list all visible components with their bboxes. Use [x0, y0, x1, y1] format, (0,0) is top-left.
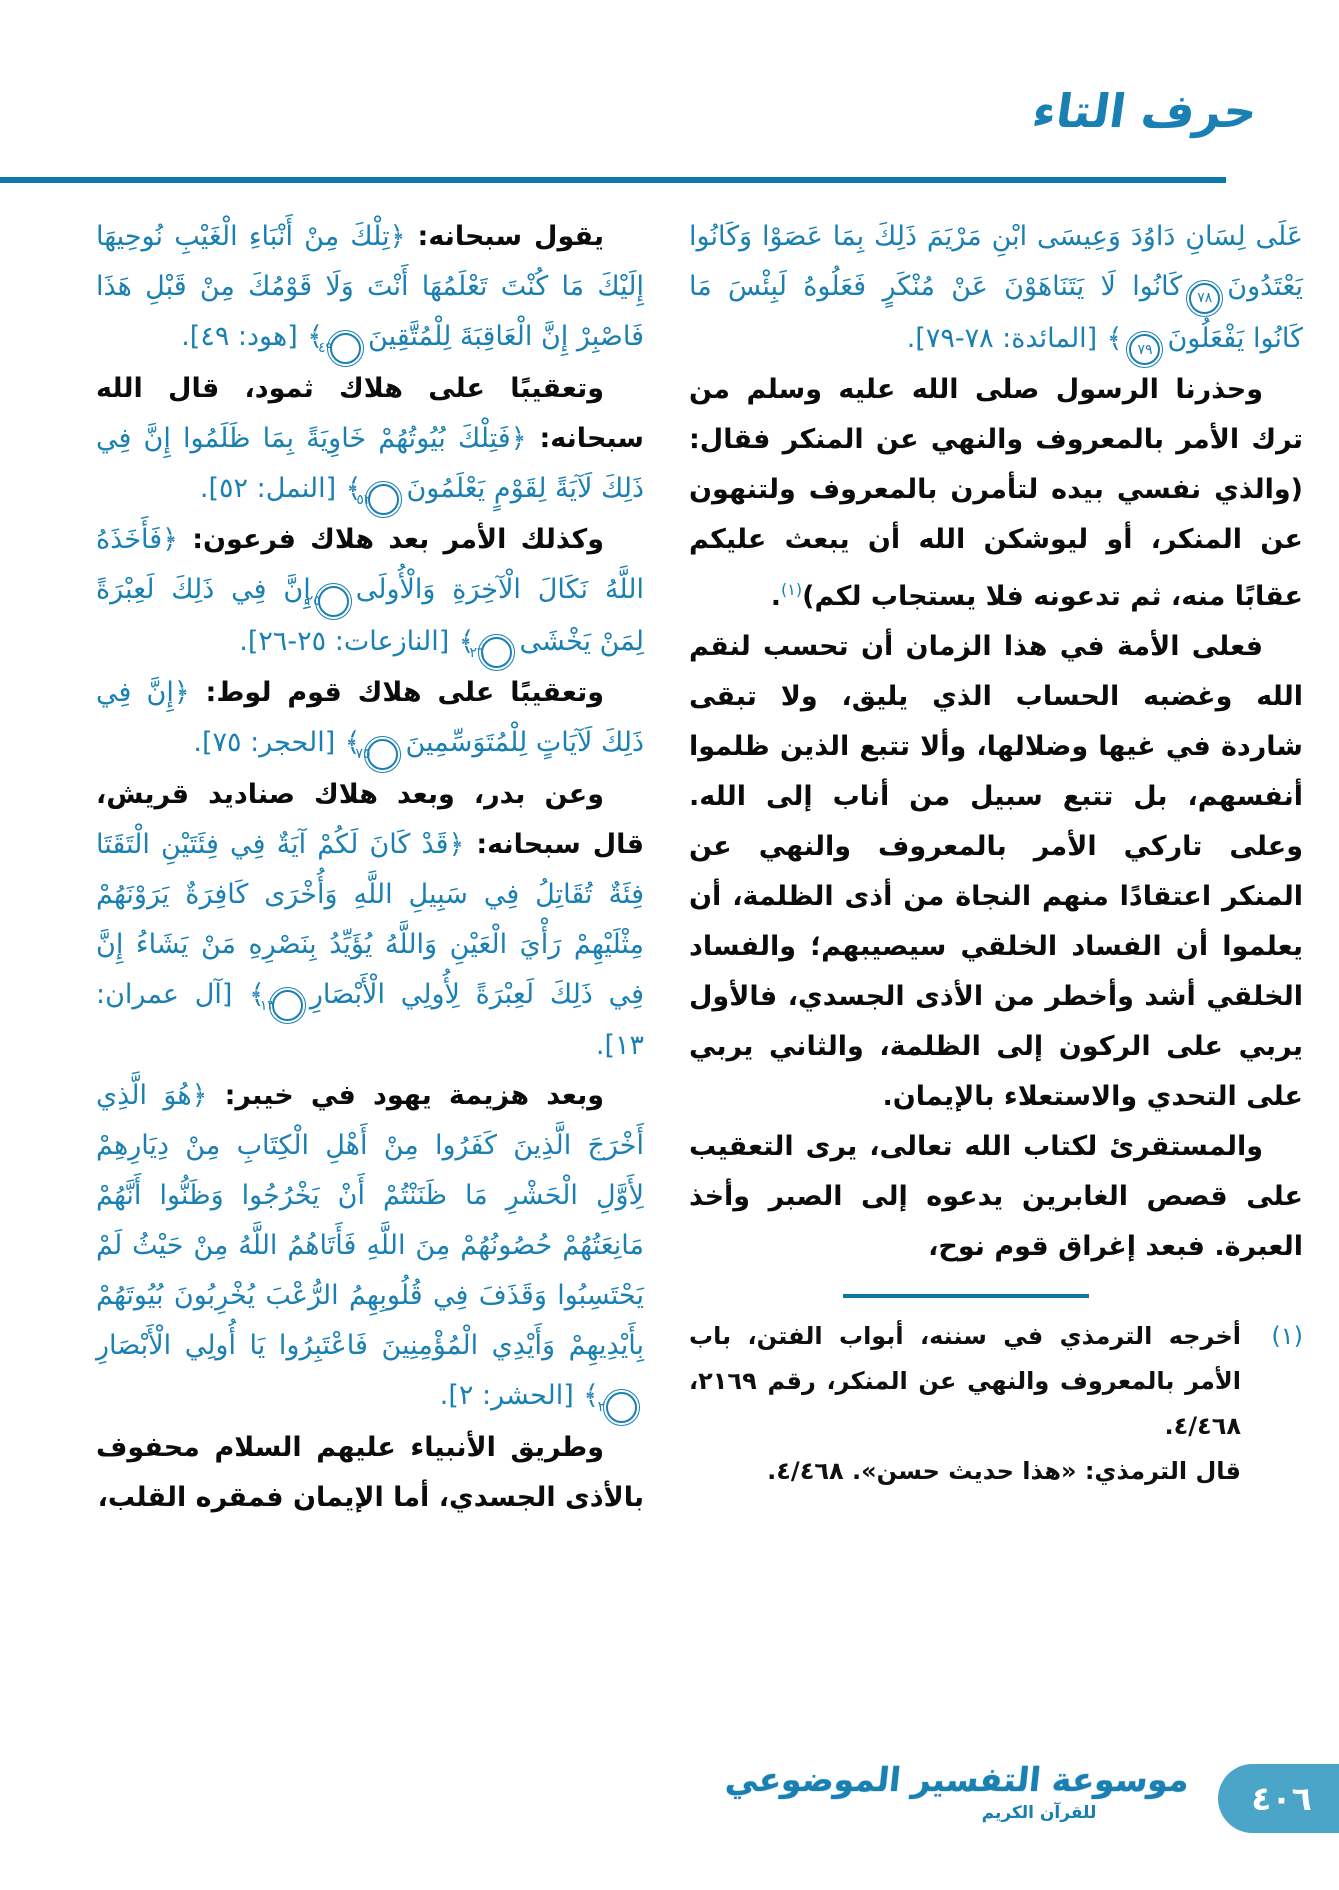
quran-text: ﴿فَأَخَذَهُ اللَّهُ نَكَالَ الْآخِرَةِ وَالْأُولَى — [96, 524, 644, 605]
verse-citation: [النازعات: ٢٥-٢٦]. — [239, 625, 450, 657]
quran-text: إِنَّ فِي ذَلِكَ لَعِبْرَةً لِمَنْ يَخْشَى — [96, 574, 644, 657]
quran-close-ornament: ﴾ — [344, 727, 361, 758]
verse-number-badge: ١٣ — [272, 990, 303, 1021]
body-text: وتعقيبًا على هلاك قوم لوط: — [189, 677, 604, 708]
chapter-title: حرف التاء — [1029, 84, 1261, 138]
left-column — [96, 212, 644, 1523]
body-text: وعن بدر، وبعد هلاك صناديد قريش، قال سبحانه: — [96, 778, 645, 860]
verse-number-badge: ٢٦ — [481, 637, 512, 668]
quran-text: ﴿تِلْكَ مِنْ أَنْبَاءِ الْغَيْبِ نُوحِيهَا إِلَيْكَ مَا كُنْتَ تَعْلَمُهَا أَنْتَ وَلَا قَوْمُكَ مِنْ قَبْلِ هَذَا فَاصْبِرْ إِنَّ الْعَاقِبَةَ لِلْمُتَّقِينَ — [96, 221, 644, 352]
quran-close-ornament: ﴾ — [249, 978, 265, 1010]
footnote — [689, 1449, 1303, 1494]
quran-text: ﴿قَدْ كَانَ لَكُمْ آيَةٌ فِي فِئَتَيْنِ الْتَقَتَا فِئَةٌ تُقَاتِلُ فِي سَبِيلِ اللَّهِ وَأُخْرَى كَافِرَةٌ يَرَوْنَهُمْ مِثْلَيْهِمْ رَأْيَ الْعَيْنِ وَاللَّهُ يُؤَيِّدُ بِنَصْرِهِ مَنْ يَشَاءُ إِنَّ فِي ذَلِكَ لَعِبْرَةً لِأُولِي الْأَبْصَارِ — [96, 828, 644, 1010]
verse-number-badge: ٧٨ — [1189, 283, 1220, 314]
body-text: يقول سبحانه: — [405, 221, 604, 252]
quran-close-ornament: ﴾ — [1106, 322, 1123, 354]
verse-citation: [الحجر: ٧٥]. — [193, 727, 336, 758]
body-text: وكذلك الأمر بعد هلاك فرعون: — [177, 524, 604, 555]
body-text: وحذرنا الرسول صلى الله عليه وسلم من ترك الأمر بالمعروف والنهي عن المنكر فقال: (والذي نفسي بيده لتأمرن بالمعروف ولتنهون عن المنكر، أو ليوشكن الله أن يبعث عليكم عقابًا منه، ثم تدعونه فلا يستجاب لكم) — [689, 374, 1303, 612]
quran-close-ornament: ﴾ — [345, 472, 362, 504]
page-number: ٤٠٦ — [1251, 1779, 1312, 1818]
logo-title: موسوعة التفسير الموضوعي — [723, 1760, 1192, 1799]
verse-citation: [النمل: ٥٢]. — [199, 472, 337, 504]
quran-close-ornament: ﴾ — [458, 625, 475, 657]
verse-number-badge: ٢٥ — [318, 586, 349, 617]
quran-text: ﴿إِنَّ فِي ذَلِكَ لَآيَاتٍ لِلْمُتَوَسِّمِينَ — [96, 677, 644, 758]
verse-number-badge: ٧٩ — [1129, 334, 1160, 365]
verse-citation: [هود: ٤٩]. — [181, 321, 298, 352]
paragraph-hadith — [689, 365, 1303, 622]
quran-text: كَانُوا لَا يَتَنَاهَوْنَ عَنْ مُنْكَرٍ فَعَلُوهُ لَبِئْسَ مَا كَانُوا يَفْعَلُونَ — [689, 271, 1303, 354]
verse-citation: [آل عمران: ١٣]. — [96, 978, 644, 1061]
right-column — [689, 212, 1303, 1494]
paragraph-quran-naml — [96, 364, 644, 516]
body-text: وطريق الأنبياء عليهم السلام محفوف بالأذى الجسدي، أما الإيمان فمقره القلب، — [96, 1431, 644, 1513]
paragraph-quran-hijr — [96, 668, 644, 770]
verse-number-badge: ٧٥ — [367, 739, 398, 770]
body-text: وتعقيبًا على هلاك ثمود، قال الله سبحانه: — [96, 372, 644, 454]
verse-number-badge: ٥٢ — [368, 484, 399, 515]
publisher-logo — [723, 1760, 1192, 1823]
paragraph-quran-hashr — [96, 1071, 644, 1423]
footnote-text: أخرجه الترمذي في سننه، أبواب الفتن، باب الأمر بالمعروف والنهي عن المنكر، رقم ٢١٦٩، ٤/٤٦٨. — [689, 1322, 1241, 1440]
footnote-marker: (١) — [1271, 1322, 1303, 1350]
header-rule — [0, 177, 1226, 183]
verse-number-badge: ٤٩ — [330, 333, 361, 364]
paragraph-quran-imran — [96, 770, 644, 1072]
paragraph-commentary — [689, 1122, 1303, 1272]
verse-number-badge: ٢ — [606, 1392, 637, 1423]
body-text: . — [770, 581, 782, 612]
paragraph-commentary — [96, 1423, 644, 1523]
body-text: وبعد هزيمة يهود في خيبر: — [207, 1080, 604, 1111]
paragraph-quran-hud — [96, 212, 644, 364]
quran-text: عَلَى لِسَانِ دَاوُدَ وَعِيسَى ابْنِ مَرْيَمَ ذَلِكَ بِمَا عَصَوْا وَكَانُوا يَعْتَدُونَ — [689, 221, 1303, 302]
body-text: فعلى الأمة في هذا الزمان أن تحسب لنقم الله وغضبه الحساب الذي يليق، ولا تبقى شاردة في غيها وضلالها، وألا تتبع الذين ظلموا أنفسهم، بل تتبع سبيل من أناب إلى الله. وعلى تاركي الأمر بالمعروف والنهي عن المنكر اعتقادًا منهم النجاة من أذى الظلمة، أن يعلموا أن الفساد الخلقي سيصيبهم؛ والفساد الخلقي أشد وأخطر من الأذى الجسدي، فالأول يربي على الركون إلى الظلمة، والثاني يربي على التحدي والاستعلاء بالإيمان. — [689, 631, 1303, 1112]
body-text: والمستقرئ لكتاب الله تعالى، يرى التعقيب على قصص الغابرين يدعوه إلى الصبر وأخذ العبرة. فبعد إغراق قوم نوح، — [689, 1131, 1303, 1262]
footnote-separator — [843, 1294, 1089, 1298]
footnote-text: قال الترمذي: «هذا حديث حسن». ٤/٤٦٨. — [767, 1457, 1241, 1485]
verse-citation: [الحشر: ٢]. — [439, 1380, 574, 1411]
paragraph-commentary — [689, 622, 1303, 1122]
quran-close-ornament: ﴾ — [583, 1380, 599, 1411]
footnote-reference: (١) — [781, 580, 803, 599]
footnote-block — [689, 1314, 1303, 1494]
quran-text: ﴿فَتِلْكَ بُيُوتُهُمْ خَاوِيَةً بِمَا ظَلَمُوا إِنَّ فِي ذَلِكَ لَآيَةً لِقَوْمٍ يَعْلَمُونَ — [96, 422, 644, 504]
footnote — [689, 1314, 1303, 1449]
quran-text: ﴿هُوَ الَّذِي أَخْرَجَ الَّذِينَ كَفَرُوا مِنْ أَهْلِ الْكِتَابِ مِنْ دِيَارِهِمْ لِأَوَّلِ الْحَشْرِ مَا ظَنَنْتُمْ أَنْ يَخْرُجُوا وَظَنُّوا أَنَّهُمْ مَانِعَتُهُمْ حُصُونُهُمْ مِنَ اللَّهِ فَأَتَاهُمُ اللَّهُ مِنْ حَيْثُ لَمْ يَحْتَسِبُوا وَقَذَفَ فِي قُلُوبِهِمُ الرُّعْبَ يُخْرِبُونَ بُيُوتَهُمْ بِأَيْدِيهِمْ وَأَيْدِي الْمُؤْمِنِينَ فَاعْتَبِرُوا يَا أُولِي الْأَبْصَارِ — [96, 1080, 644, 1361]
verse-citation: [المائدة: ٧٨-٧٩]. — [906, 322, 1098, 354]
logo-subtitle: للقرآن الكريم — [981, 1803, 1097, 1823]
page-number-badge — [1218, 1764, 1339, 1833]
paragraph-quran-maidah — [689, 212, 1303, 365]
paragraph-quran-naziat — [96, 515, 644, 668]
quran-close-ornament: ﴾ — [307, 321, 324, 352]
